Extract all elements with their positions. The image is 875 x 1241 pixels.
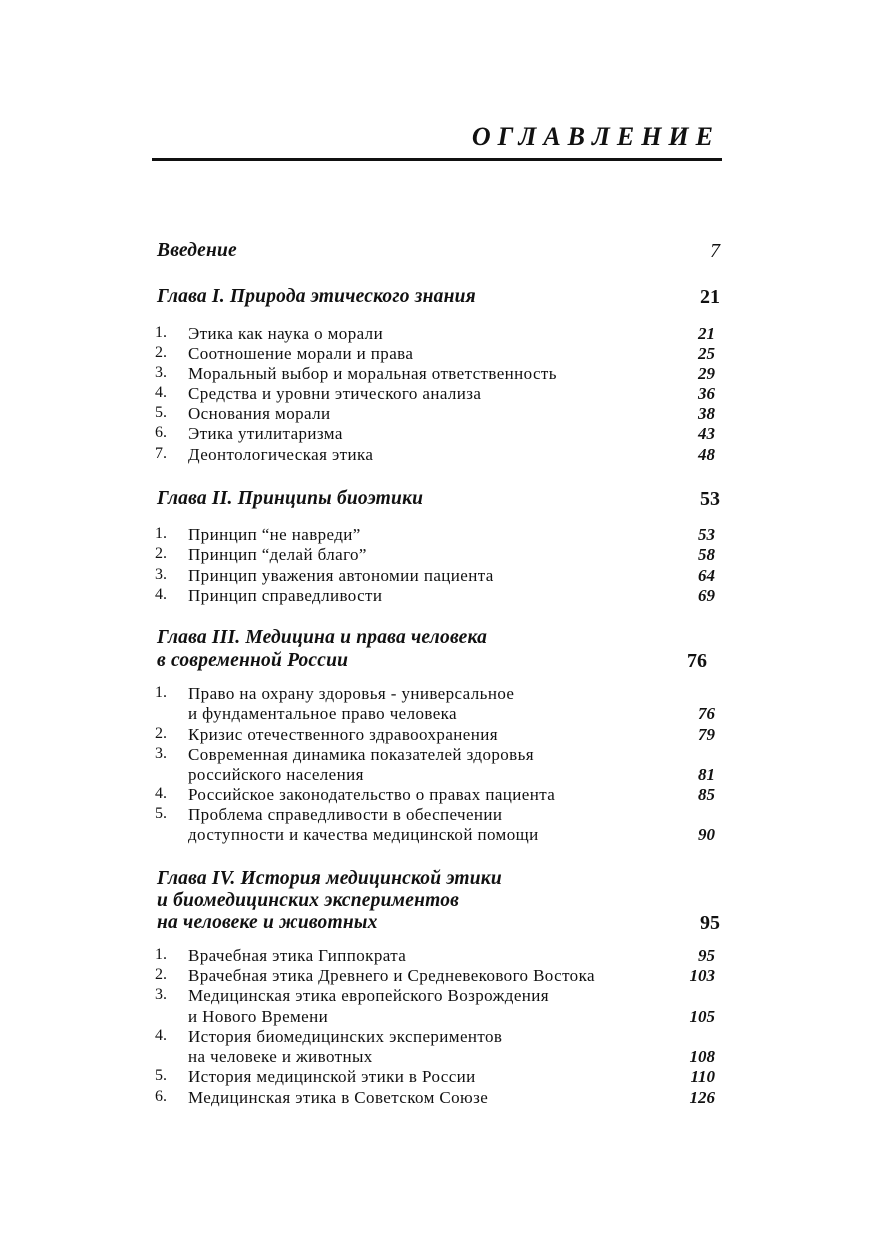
entry-number: 2. xyxy=(155,966,167,983)
entry-number: 4. xyxy=(155,586,167,603)
entry-number: 1. xyxy=(155,684,167,701)
page-number: 64 xyxy=(698,566,715,585)
entry-title: Деонтологическая этика xyxy=(188,445,374,464)
toc-heading: ОГЛАВЛЕНИЕ xyxy=(471,122,720,151)
page-number: 103 xyxy=(689,966,715,985)
page-number: 79 xyxy=(698,725,715,744)
entry-title: Принцип справедливости xyxy=(188,586,383,605)
page-number: 21 xyxy=(700,286,720,308)
page-number: 95 xyxy=(698,946,715,965)
entry-number: 3. xyxy=(155,566,167,583)
page-number: 76 xyxy=(698,704,715,723)
page-number: 110 xyxy=(690,1067,715,1086)
entry-number: 3. xyxy=(155,745,167,762)
page-number: 69 xyxy=(698,586,715,605)
toc-chapter-line xyxy=(0,488,875,512)
toc-chapter-line xyxy=(0,890,875,914)
toc-chapter-line xyxy=(0,627,875,651)
entry-number: 4. xyxy=(155,384,167,401)
page-number: 76 xyxy=(687,650,707,672)
entry-title: Моральный выбор и моральная ответственность xyxy=(188,364,557,383)
entry-title: Кризис отечественного здравоохранения xyxy=(188,725,498,744)
entry-number: 1. xyxy=(155,525,167,542)
entry-title: Принцип уважения автономии пациента xyxy=(188,566,494,585)
page-number: 25 xyxy=(698,344,715,363)
entry-title: доступности и качества медицинской помощи xyxy=(188,825,539,844)
entry-number: 4. xyxy=(155,1027,167,1044)
entry-title: и Нового Времени xyxy=(188,1007,329,1026)
entry-title: Российское законодательство о правах пациента xyxy=(188,785,556,804)
entry-title: и биомедицинских экспериментов xyxy=(157,890,460,911)
page-number: 58 xyxy=(698,545,715,564)
page-number: 38 xyxy=(698,404,715,423)
toc-chapter-line xyxy=(0,868,875,892)
entry-title: и фундаментальное право человека xyxy=(188,704,458,723)
heading-rule xyxy=(152,158,722,161)
entry-number: 3. xyxy=(155,986,167,1003)
toc-chapter-line xyxy=(0,912,875,936)
page-number: 105 xyxy=(689,1007,715,1026)
entry-title: Медицинская этика европейского Возрождения xyxy=(188,986,549,1005)
entry-number: 2. xyxy=(155,725,167,742)
entry-title: Средства и уровни этического анализа xyxy=(188,384,482,403)
entry-title: Глава IV. История медицинской этики xyxy=(157,868,502,889)
toc-entry-line xyxy=(0,586,875,610)
toc-chapter-line xyxy=(0,650,875,674)
entry-title: История медицинской этики в России xyxy=(188,1067,476,1086)
entry-title: Этика как наука о морали xyxy=(188,324,384,343)
entry-title: Проблема справедливости в обеспечении xyxy=(188,805,503,824)
entry-title: Основания морали xyxy=(188,404,331,423)
entry-title: Глава I. Природа этического знания xyxy=(157,286,476,307)
entry-title: Введение xyxy=(157,240,237,261)
page-number: 53 xyxy=(700,488,720,510)
page-number: 108 xyxy=(689,1047,715,1066)
page-number: 90 xyxy=(698,825,715,844)
entry-title: в современной России xyxy=(157,650,349,671)
entry-title: Этика утилитаризма xyxy=(188,424,343,443)
entry-title: Врачебная этика Гиппократа xyxy=(188,946,407,965)
entry-number: 4. xyxy=(155,785,167,802)
entry-title: Врачебная этика Древнего и Средневекового Востока xyxy=(188,966,595,985)
entry-title: Принцип “делай благо” xyxy=(188,545,367,564)
entry-title: на человеке и животных xyxy=(188,1047,373,1066)
page-number: 21 xyxy=(698,324,715,343)
entry-title: Право на охрану здоровья - универсальное xyxy=(188,684,515,703)
toc-entry-line xyxy=(0,825,875,849)
page-number: 81 xyxy=(698,765,715,784)
entry-number: 5. xyxy=(155,404,167,421)
entry-title: История биомедицинских экспериментов xyxy=(188,1027,503,1046)
page-number: 48 xyxy=(698,445,715,464)
entry-title: Глава II. Принципы биоэтики xyxy=(157,488,424,509)
page-number: 36 xyxy=(698,384,715,403)
entry-number: 5. xyxy=(155,1067,167,1084)
page-number: 53 xyxy=(698,525,715,544)
entry-title: на человеке и животных xyxy=(157,912,378,933)
toc-chapter-line xyxy=(0,240,875,264)
entry-title: Современная динамика показателей здоровья xyxy=(188,745,534,764)
page-number: 85 xyxy=(698,785,715,804)
page-number: 43 xyxy=(698,424,715,443)
entry-number: 2. xyxy=(155,344,167,361)
toc-entry-line xyxy=(0,1088,875,1112)
entry-title: Глава III. Медицина и права человека xyxy=(157,627,488,648)
entry-title: Соотношение морали и права xyxy=(188,344,414,363)
toc-chapter-line xyxy=(0,286,875,310)
entry-number: 7. xyxy=(155,445,167,462)
page-number: 29 xyxy=(698,364,715,383)
page-number: 95 xyxy=(700,912,720,934)
entry-title: российского населения xyxy=(188,765,364,784)
entry-number: 6. xyxy=(155,424,167,441)
entry-number: 3. xyxy=(155,364,167,381)
entry-number: 5. xyxy=(155,805,167,822)
page-number: 7 xyxy=(710,240,720,262)
entry-number: 1. xyxy=(155,946,167,963)
entry-number: 2. xyxy=(155,545,167,562)
entry-title: Принцип “не навреди” xyxy=(188,525,361,544)
toc-entry-line xyxy=(0,445,875,469)
page-number: 126 xyxy=(689,1088,715,1107)
entry-number: 1. xyxy=(155,324,167,341)
entry-number: 6. xyxy=(155,1088,167,1105)
entry-title: Медицинская этика в Советском Союзе xyxy=(188,1088,489,1107)
